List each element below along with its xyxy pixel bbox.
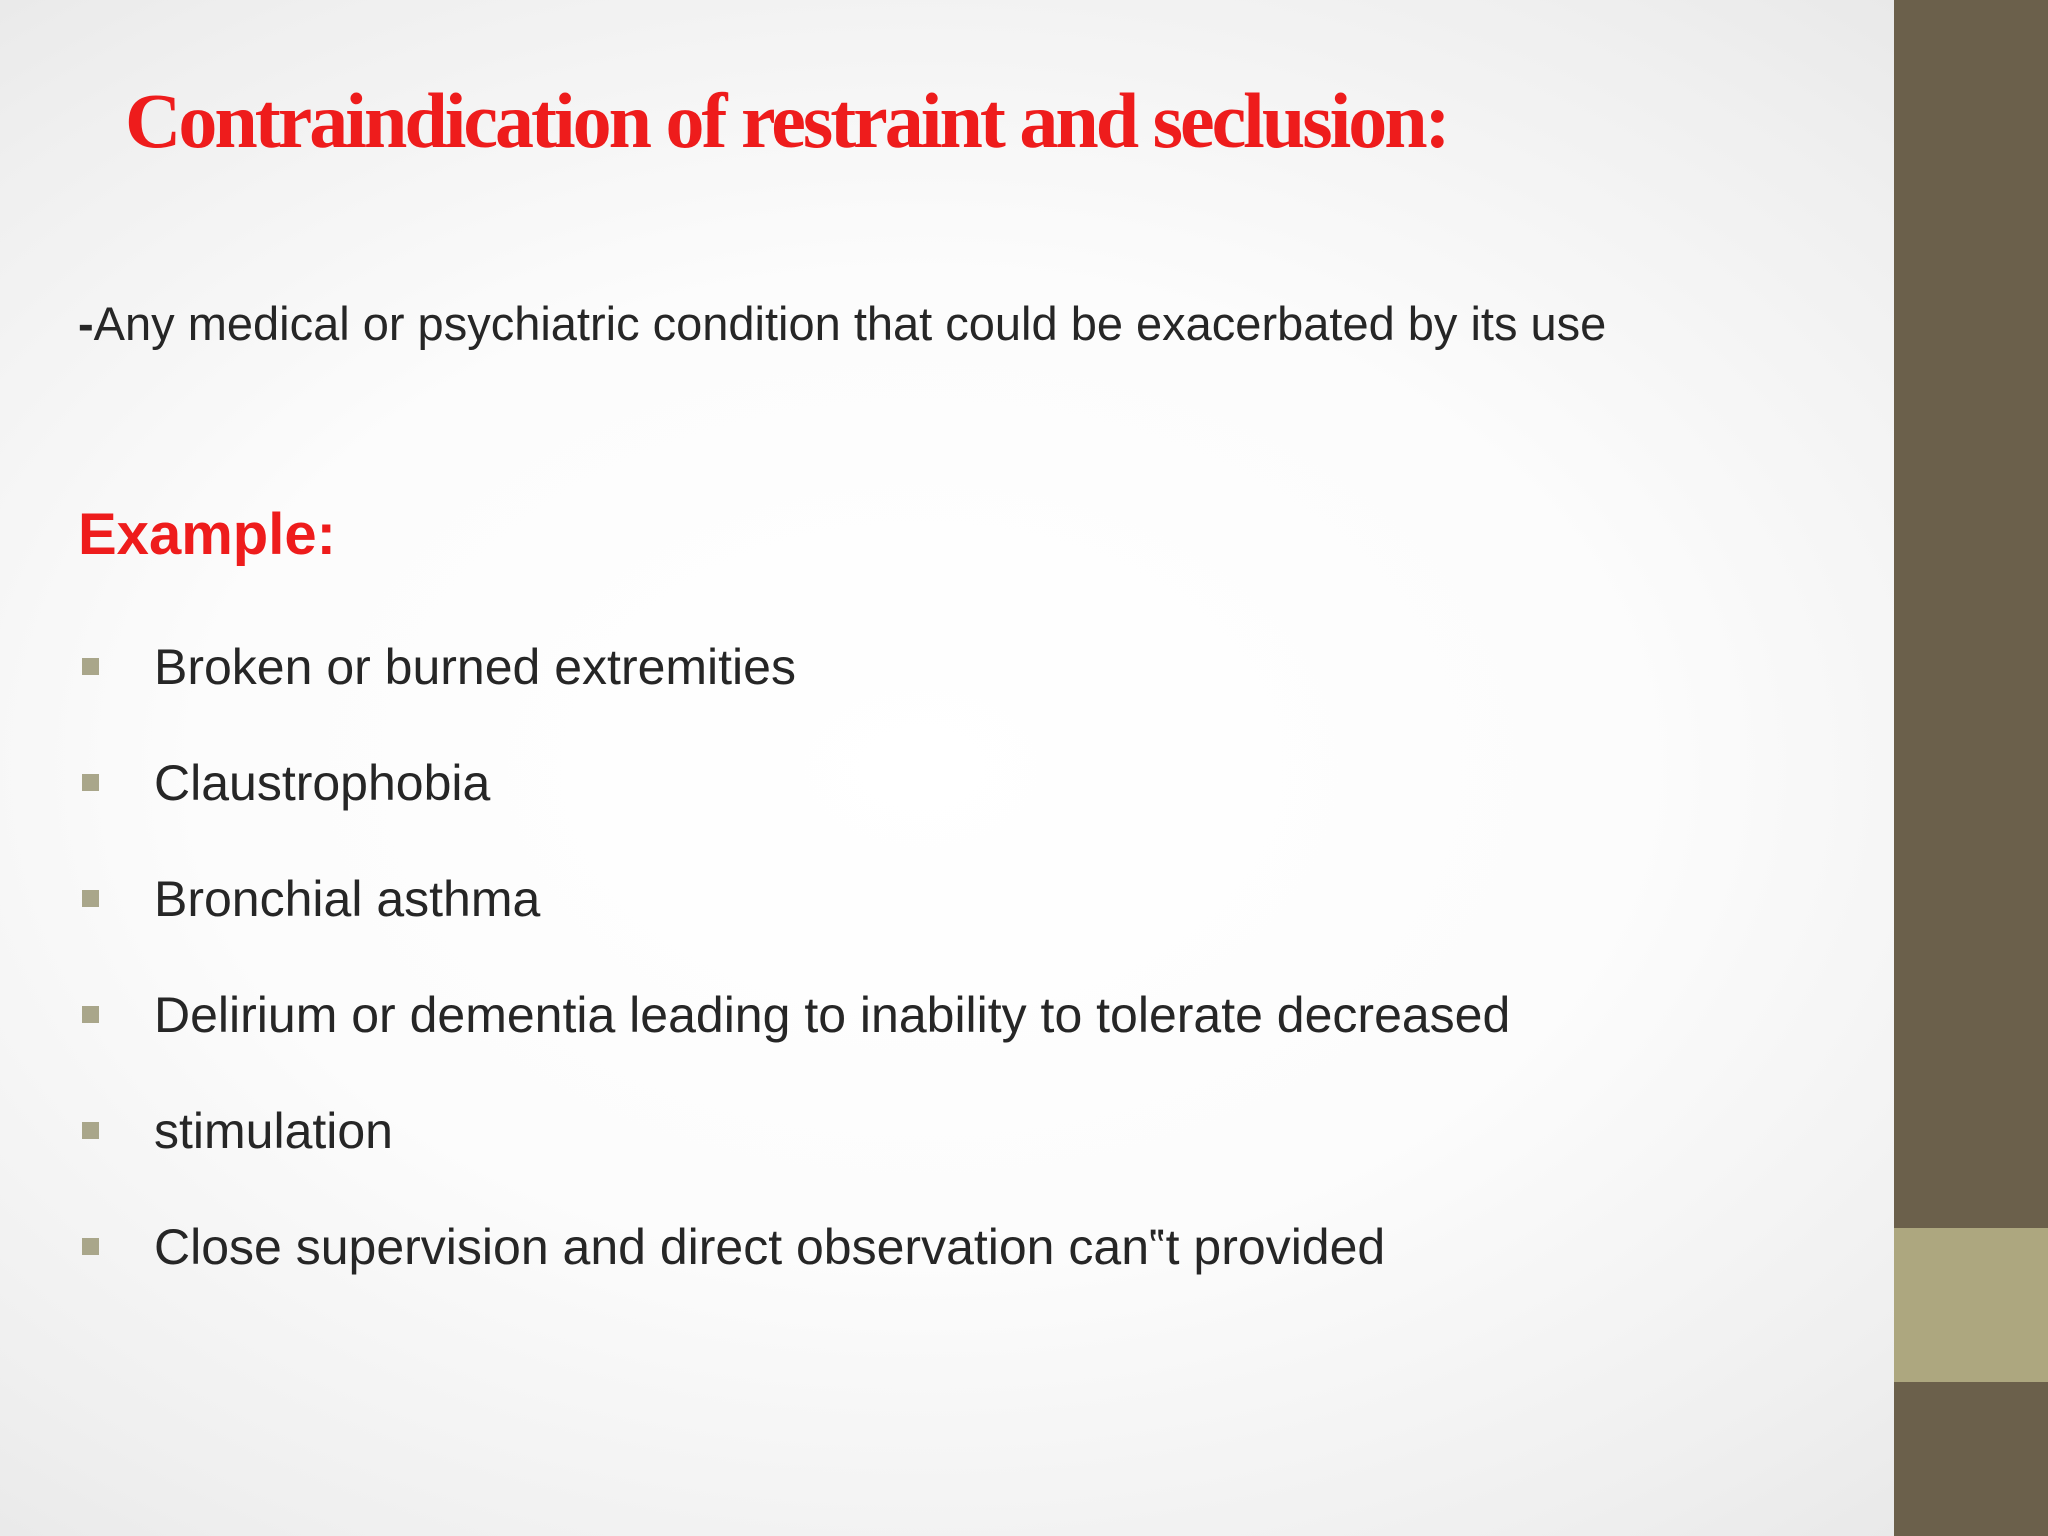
square-bullet-icon [82,774,99,791]
square-bullet-icon [82,658,99,675]
intro-dash: - [78,297,94,350]
list-item [78,868,1510,984]
square-bullet-icon [82,890,99,907]
square-bullet-icon [82,1122,99,1139]
slide-title: Contraindication of restraint and seclusion: [125,77,1448,164]
bullet-text: Delirium or dementia leading to inability to tolerate decreased [154,987,1511,1043]
list-item [78,1100,1510,1216]
bullet-text: Bronchial asthma [154,871,541,927]
bullet-text: Close supervision and direct observation can‟t provided [154,1219,1386,1275]
bullet-text: Broken or burned extremities [154,639,796,695]
list-item [78,1216,1510,1332]
intro-paragraph [78,270,1743,377]
bullet-text: stimulation [154,1103,393,1159]
bullet-list [78,636,1510,1332]
decorative-side-accent [1894,1228,2048,1382]
square-bullet-icon [82,1006,99,1023]
square-bullet-icon [82,1238,99,1255]
list-item [78,636,1510,752]
bullet-text: Claustrophobia [154,755,491,811]
example-heading: Example: [78,502,336,567]
list-item [78,984,1510,1100]
list-item [78,752,1510,868]
intro-text: Any medical or psychiatric condition that could be exacerbated by its use [93,297,1607,350]
